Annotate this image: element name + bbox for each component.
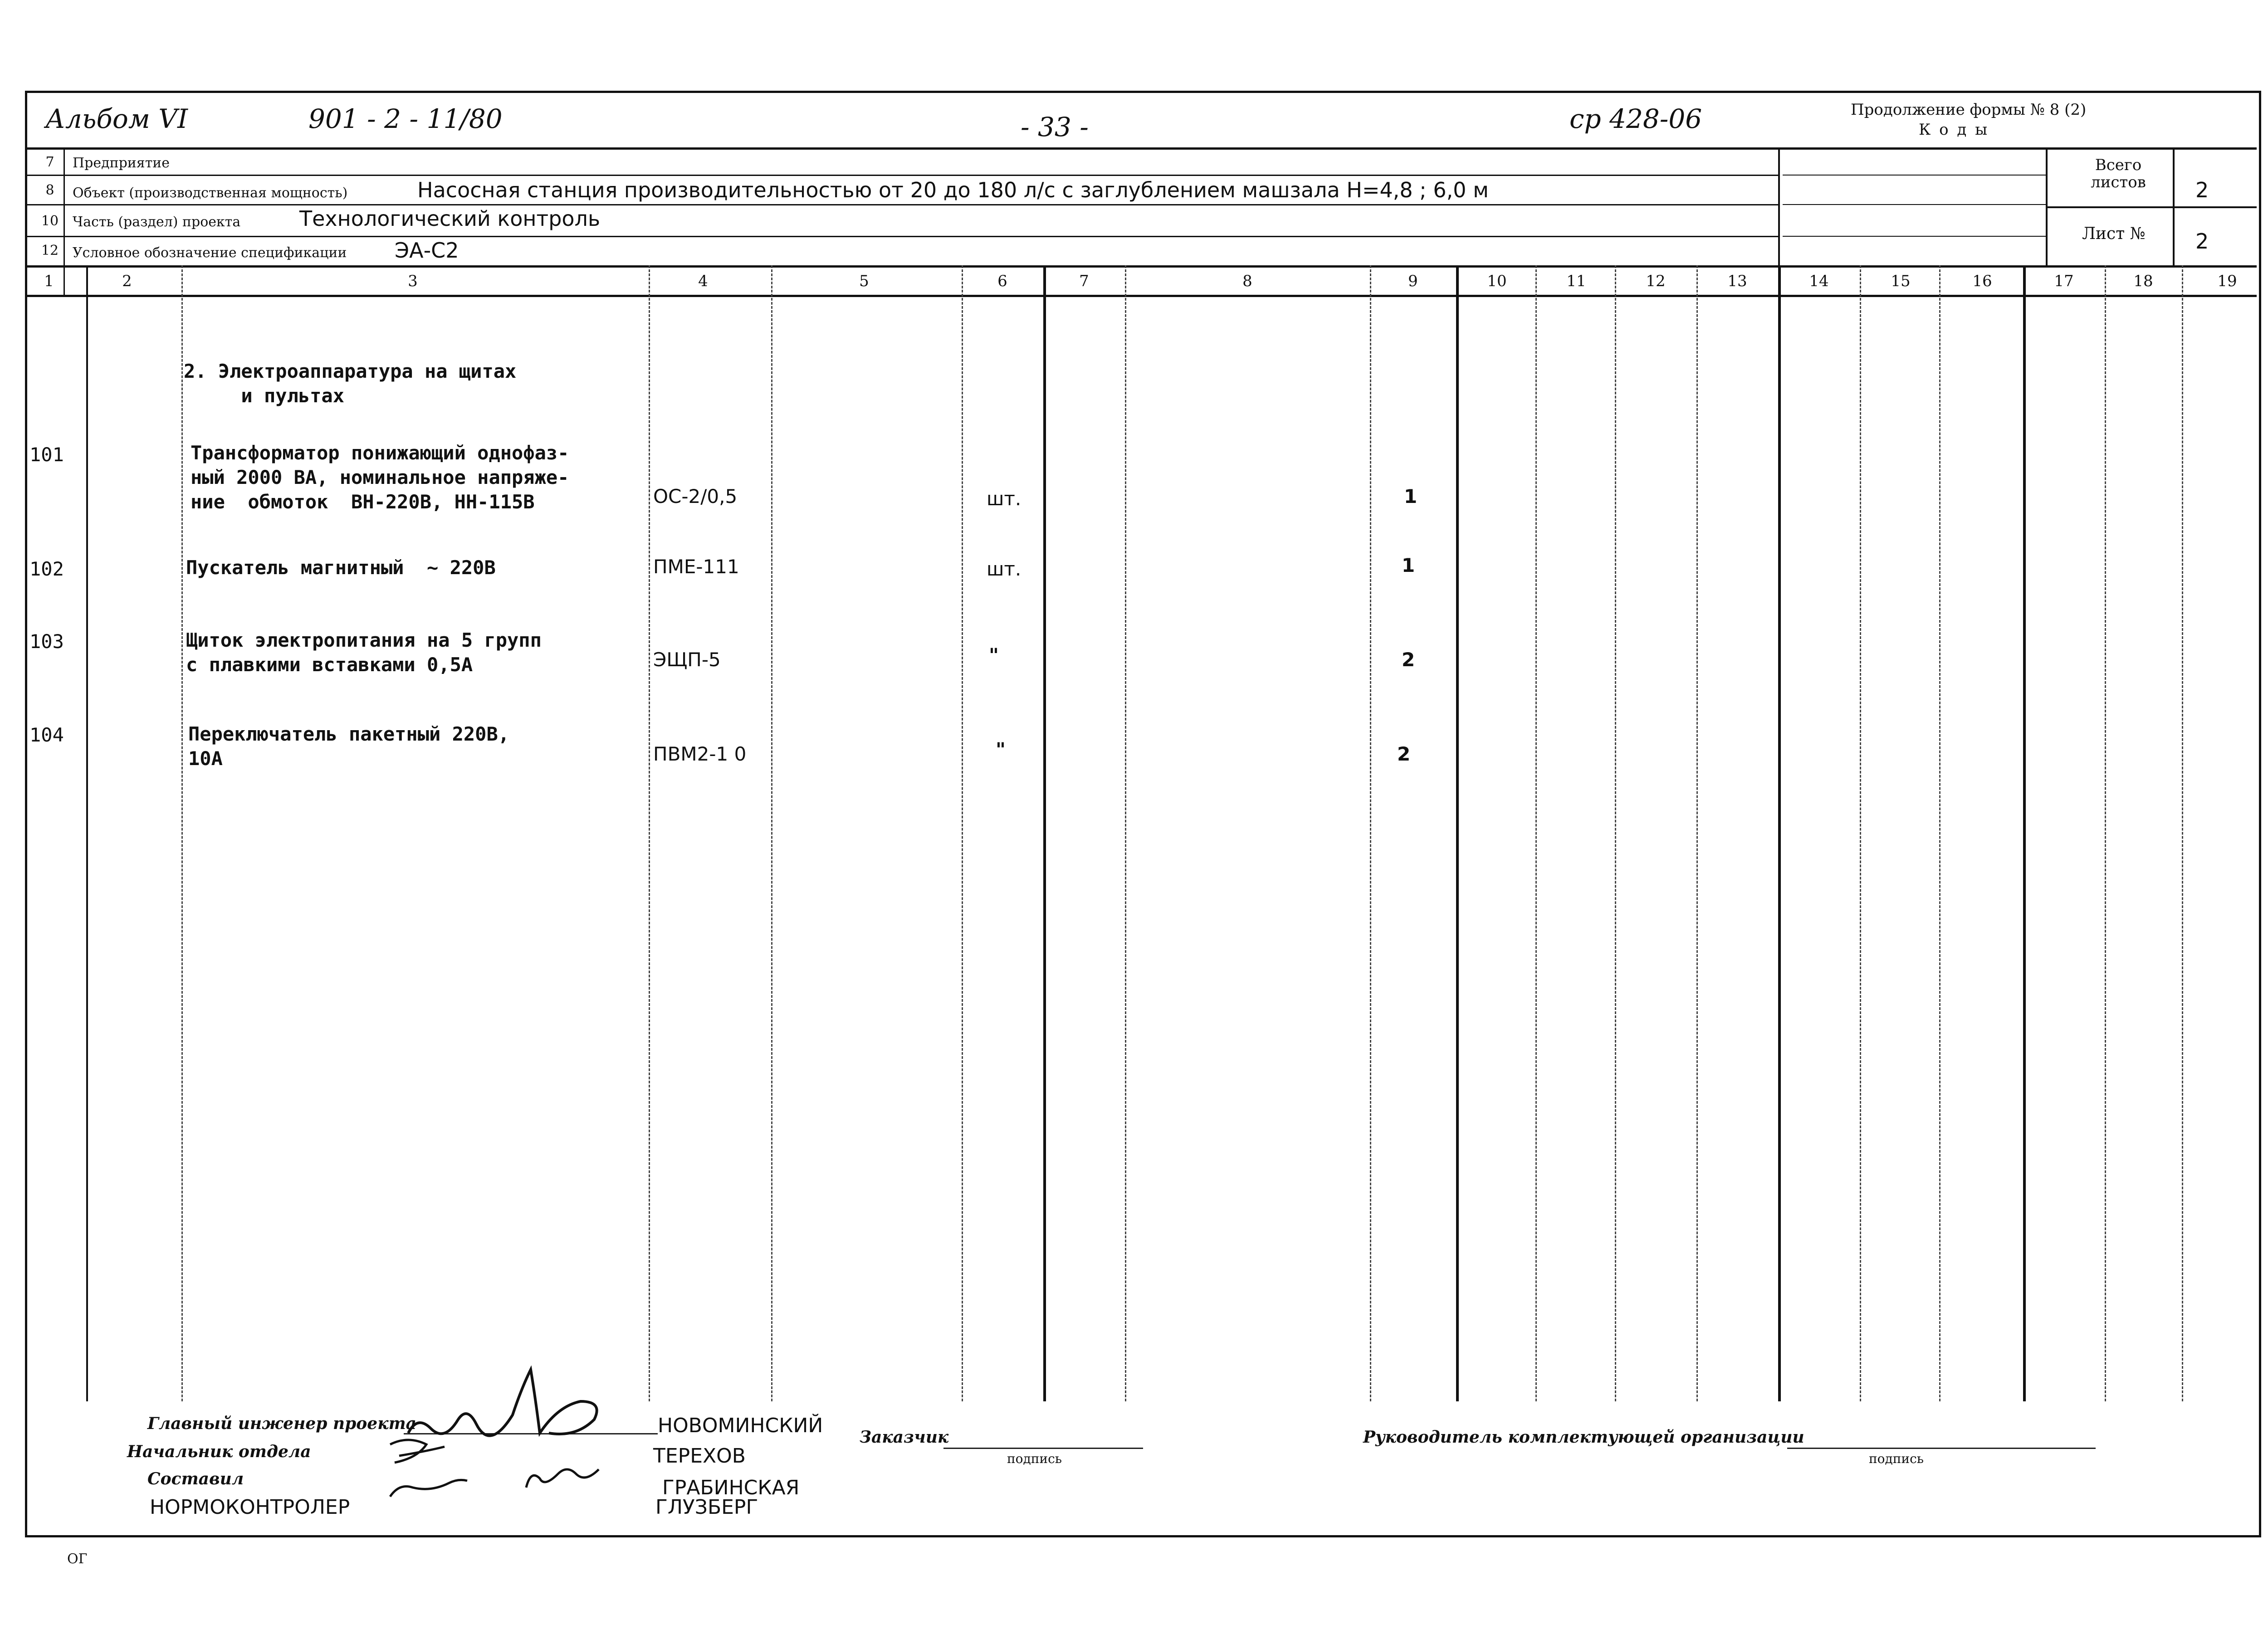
column-line	[1778, 265, 1781, 1401]
column-number: 2	[122, 272, 132, 290]
colnum-bottom-line	[27, 295, 2257, 297]
codes-line-1	[1783, 175, 2046, 176]
norm-controller-name: ГЛУЗБЕРГ	[655, 1496, 758, 1519]
section-title: 2. Электроаппаратура на щитах и пультах	[184, 360, 517, 407]
column-number: 10	[1487, 272, 1507, 290]
item-name: Переключатель пакетный 220В, 10А	[188, 723, 510, 770]
form-title: Продолжение формы № 8 (2)	[1851, 101, 2087, 119]
column-line	[1860, 265, 1861, 1401]
cipher-label: ср 428-06	[1569, 103, 1702, 134]
handwritten-signatures	[381, 1365, 671, 1510]
column-number: 6	[997, 272, 1007, 290]
column-number: 17	[2054, 272, 2074, 290]
column-number: 8	[1242, 272, 1252, 290]
dept-head-name: ТЕРЕХОВ	[653, 1444, 746, 1468]
page-number: - 33 -	[1021, 112, 1089, 142]
column-number: 14	[1809, 272, 1829, 290]
customer-signature-line	[943, 1448, 1143, 1449]
compiled-name: ГРАБИНСКАЯ	[662, 1476, 800, 1499]
column-number: 11	[1566, 272, 1586, 290]
item-type: ОС-2/0,5	[653, 485, 738, 507]
total-sheets-label: Всего листов	[2091, 156, 2146, 191]
column-line	[1456, 265, 1459, 1401]
item-unit: шт.	[987, 488, 1022, 510]
item-qty: 1	[1404, 485, 1418, 507]
header-line-1	[27, 175, 1778, 176]
dept-head-label: Начальник отдела	[127, 1442, 311, 1461]
column-number: 18	[2133, 272, 2153, 290]
supplier-signature-caption: подпись	[1869, 1451, 1924, 1466]
item-name: Пускатель магнитный ~ 220В	[186, 556, 496, 579]
row-number: 104	[29, 724, 64, 746]
column-line	[2105, 265, 2106, 1401]
item-qty: 1	[1402, 554, 1415, 576]
item-unit: шт.	[987, 558, 1022, 580]
column-line	[2182, 265, 2183, 1401]
header-row-num: 7	[45, 154, 54, 170]
column-line	[181, 265, 183, 1401]
column-line	[1939, 265, 1941, 1401]
chief-engineer-name: НОВОМИНСКИЙ	[658, 1414, 823, 1437]
row-number: 102	[29, 558, 64, 580]
column-line	[86, 265, 88, 1401]
header-row-num: 10	[41, 213, 59, 229]
codes-line-2	[1783, 204, 2046, 205]
item-name: Трансформатор понижающий однофаз- ный 2000 ВА, номинальное напряже- ние обмоток ВН-220В, НН-115В	[191, 442, 569, 513]
column-number: 15	[1891, 272, 1911, 290]
header-box-mid-line	[2046, 206, 2257, 208]
customer-signature-caption: подпись	[1007, 1451, 1062, 1466]
section-value: Технологический контроль	[299, 206, 601, 231]
item-type: ПМЕ-111	[653, 556, 739, 578]
project-code: 901 - 2 - 11/80	[308, 103, 503, 134]
column-line	[1696, 265, 1698, 1401]
column-number: 9	[1408, 272, 1418, 290]
codes-line-3	[1783, 236, 2046, 237]
column-line	[1615, 265, 1616, 1401]
header-top-line	[27, 147, 2257, 150]
item-name: Щиток электропитания на 5 групп с плавкими вставками 0,5А	[186, 629, 542, 676]
header-row-label: Предприятие	[73, 155, 170, 171]
item-qty: 2	[1397, 743, 1411, 765]
column-line	[962, 265, 963, 1401]
column-line	[1535, 265, 1537, 1401]
row-number: 101	[29, 444, 64, 466]
sheet-value: 2	[2195, 229, 2209, 254]
header-line-3	[27, 236, 1778, 237]
column-number: 16	[1972, 272, 1992, 290]
sheet-label: Лист №	[2082, 224, 2146, 243]
chief-engineer-label: Главный инженер проекта	[147, 1414, 416, 1433]
footer-mark: ОГ	[67, 1551, 88, 1567]
object-value: Насосная станция производительностью от 20 до 180 л/с с заглублением машзала Н=4,8 ; 6,0 м	[417, 178, 1489, 202]
item-unit: "	[996, 738, 1006, 761]
column-number: 12	[1646, 272, 1666, 290]
header-num-divider	[64, 147, 65, 295]
header-row-num: 12	[41, 243, 59, 259]
column-number: 4	[698, 272, 708, 290]
header-line-2	[27, 204, 1778, 205]
supplier-signature-line	[1787, 1448, 2096, 1449]
row-number: 103	[29, 630, 64, 653]
header-bottom-line	[27, 265, 2257, 268]
header-row-label: Объект (производственная мощность)	[73, 185, 348, 201]
form-frame	[25, 91, 2261, 1537]
spec-code-value: ЭА-С2	[395, 238, 459, 263]
header-row-num: 8	[45, 182, 54, 198]
codes-label: К о д ы	[1919, 121, 1989, 139]
column-line	[649, 265, 650, 1401]
column-number: 19	[2217, 272, 2237, 290]
header-row-label: Условное обозначение спецификации	[73, 245, 347, 261]
column-number: 3	[408, 272, 418, 290]
column-line	[1125, 265, 1126, 1401]
header-row-label: Часть (раздел) проекта	[73, 214, 241, 230]
total-sheets-value: 2	[2195, 178, 2209, 202]
item-unit: "	[989, 644, 999, 666]
column-number: 7	[1079, 272, 1089, 290]
customer-label: Заказчик	[860, 1428, 949, 1447]
supplier-head-label: Руководитель комплектующей организации	[1363, 1428, 1804, 1447]
column-line	[1370, 265, 1371, 1401]
column-number: 13	[1727, 272, 1747, 290]
column-number: 5	[859, 272, 869, 290]
item-type: ЭЩП-5	[653, 649, 721, 671]
column-number: 1	[44, 272, 54, 290]
album-label: Альбом VI	[45, 103, 188, 134]
column-line	[771, 265, 772, 1401]
column-line	[2023, 265, 2026, 1401]
item-qty: 2	[1402, 649, 1415, 671]
compiled-label: Составил	[147, 1469, 244, 1488]
column-line	[1043, 265, 1046, 1401]
header-right-divider	[1778, 147, 1780, 265]
norm-controller-label: НОРМОКОНТРОЛЕР	[150, 1496, 350, 1519]
item-type: ПВМ2-1 0	[653, 743, 747, 765]
